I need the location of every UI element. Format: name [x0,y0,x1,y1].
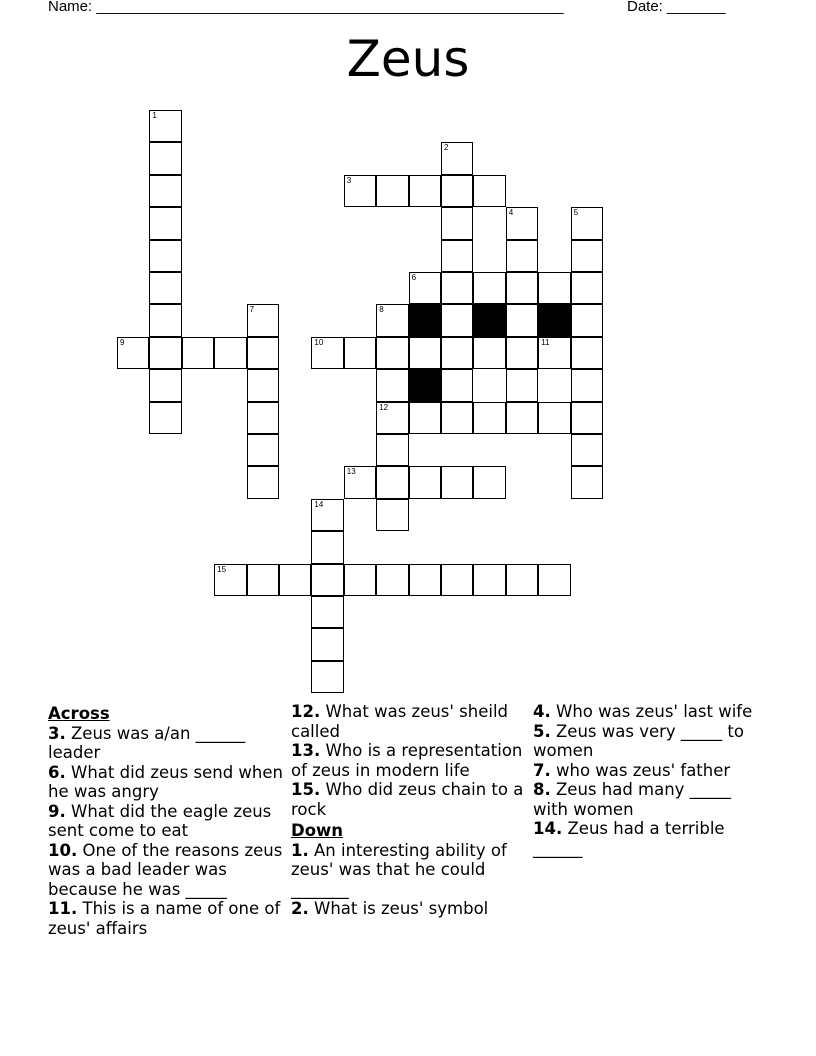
clue-number: 3 [346,175,352,185]
grid-cell[interactable] [344,466,376,498]
clue-number: 12 [379,402,389,412]
grid-cell[interactable] [311,531,343,563]
grid-cell[interactable] [311,499,343,531]
clue-down-2: 2. What is zeus' symbol [291,899,489,918]
date-field: Date: _______ [627,0,726,15]
grid-cell[interactable] [376,564,408,596]
grid-cell[interactable] [311,564,343,596]
clue-across-11: 11. This is a name of one of zeus' affairs [48,899,281,938]
grid-cell[interactable] [409,564,441,596]
grid-cell[interactable] [247,369,279,401]
grid-cell[interactable] [247,434,279,466]
grid-cell[interactable] [344,337,376,369]
grid-cell[interactable] [376,304,408,336]
grid-cell[interactable] [441,175,473,207]
grid-cell[interactable] [538,337,570,369]
grid-cell[interactable] [506,337,538,369]
clue-down-5: 5. Zeus was very _____ to women [533,721,744,760]
clue-number: 14 [314,499,324,509]
grid-cell[interactable] [441,272,473,304]
grid-cell[interactable] [247,402,279,434]
grid-cell[interactable] [376,369,408,401]
grid-cell[interactable] [571,466,603,498]
grid-cell[interactable] [538,402,570,434]
grid-cell[interactable] [506,402,538,434]
grid-cell[interactable] [473,466,505,498]
grid-cell[interactable] [571,240,603,272]
grid-cell[interactable] [571,402,603,434]
clue-number: 13 [346,467,356,477]
grid-cell[interactable] [409,402,441,434]
clue-across-9: 9. What did the eagle zeus sent come to eat [48,801,272,840]
grid-cell[interactable] [538,272,570,304]
grid-cell[interactable] [149,304,181,336]
name-field: Name: ________________________________________________________ [48,0,564,15]
clue-across-12: 12. What was zeus' sheild called [291,702,509,741]
clue-across-3: 3. Zeus was a/an ______ leader [48,723,246,762]
clue-number: 6 [411,273,417,282]
clue-across-6: 6. What did zeus send when he was angry [48,762,283,801]
grid-cell[interactable] [506,272,538,304]
grid-cell[interactable] [441,466,473,498]
grid-cell[interactable] [441,402,473,434]
clue-number: 5 [573,208,579,218]
clue-number: 2 [444,143,449,153]
grid-cell[interactable] [376,402,408,434]
grid-cell[interactable] [247,564,279,596]
grid-cell[interactable] [344,564,376,596]
clue-down-7: 7. who was zeus' father [533,760,731,780]
clues-column-3 [533,702,769,858]
clue-across-13: 13. Who is a representation of zeus in modern life [291,741,523,780]
grid-cell[interactable] [149,337,181,369]
grid-cell[interactable] [344,175,376,207]
grid-cell[interactable] [441,207,473,239]
clue-number: 10 [314,337,324,347]
puzzle-title: Zeus [346,30,470,88]
grid-cell[interactable] [247,337,279,369]
grid-cell[interactable] [441,240,473,272]
grid-cell[interactable] [571,369,603,401]
grid-cell[interactable] [506,240,538,272]
clue-down-4: 4. Who was zeus' last wife [533,702,753,721]
clue-number: 4 [508,208,514,218]
grid-cell[interactable] [506,564,538,596]
grid-cell[interactable] [376,466,408,498]
black-square[interactable] [473,304,505,336]
grid-cell[interactable] [441,142,473,174]
grid-cell[interactable] [149,175,181,207]
grid-cell[interactable] [441,564,473,596]
grid-cell[interactable] [441,304,473,336]
grid-cell[interactable] [473,337,505,369]
clue-down-8: 8. Zeus had many _____ with women [533,780,731,819]
grid-cell[interactable] [311,661,343,693]
grid-cell[interactable] [247,466,279,498]
grid-cell[interactable] [441,337,473,369]
grid-cell[interactable] [409,272,441,304]
grid-cell[interactable] [182,337,214,369]
clue-down-14: 14. Zeus had a terrible ______ [533,819,725,858]
grid-cell[interactable] [247,304,279,336]
grid-cell[interactable] [149,369,181,401]
clue-number: 15 [217,564,227,574]
grid-cell[interactable] [409,466,441,498]
grid-cell[interactable] [571,337,603,369]
grid-cell[interactable] [376,499,408,531]
clue-number: 7 [249,305,255,315]
grid-cell[interactable] [376,175,408,207]
black-square [409,369,441,401]
down-heading: Down [291,821,344,840]
grid-cell[interactable] [376,434,408,466]
grid-cell[interactable] [506,369,538,401]
clue-number: 9 [120,337,125,347]
grid-cell[interactable] [409,175,441,207]
grid-cell[interactable] [571,272,603,304]
black-square [409,304,441,336]
grid-cell[interactable] [117,337,149,369]
grid-cell[interactable] [214,564,246,596]
across-heading: Across [48,704,110,723]
grid-cell[interactable] [279,564,311,596]
grid-cell[interactable] [149,240,181,272]
grid-cell[interactable] [571,434,603,466]
grid-cell[interactable] [409,337,441,369]
grid-cell[interactable] [441,369,473,401]
grid-cell[interactable] [538,564,570,596]
clues-column-1 [48,702,284,938]
grid-cell[interactable] [149,402,181,434]
clue-number: 11 [541,337,550,347]
grid-cell[interactable] [149,207,181,239]
clues-column-2 [291,702,527,919]
black-square [538,304,570,336]
clue-down-1: 1. An interesting ability of zeus' was that he could _______ [291,840,507,899]
grid-cell[interactable] [214,337,246,369]
grid-cell[interactable] [571,304,603,336]
grid-cell[interactable] [376,337,408,369]
grid-cell[interactable] [311,628,343,660]
grid-cell[interactable] [473,402,505,434]
grid-cell[interactable] [311,596,343,628]
grid-cell[interactable] [473,564,505,596]
grid-cell[interactable] [473,272,505,304]
grid-cell[interactable] [149,142,181,174]
grid-cell[interactable] [149,110,181,142]
grid-cell[interactable] [571,207,603,239]
grid-cell[interactable] [506,304,538,336]
grid-cell[interactable] [473,175,505,207]
clue-number: 8 [379,305,384,315]
grid-cell[interactable] [311,337,343,369]
clue-across-15: 15. Who did zeus chain to a rock [291,780,524,819]
grid-cell[interactable] [149,272,181,304]
clue-across-10: 10. One of the reasons zeus was a bad leader was because he was _____ [48,840,283,899]
grid-cell[interactable] [506,207,538,239]
clue-number: 1 [152,111,157,120]
